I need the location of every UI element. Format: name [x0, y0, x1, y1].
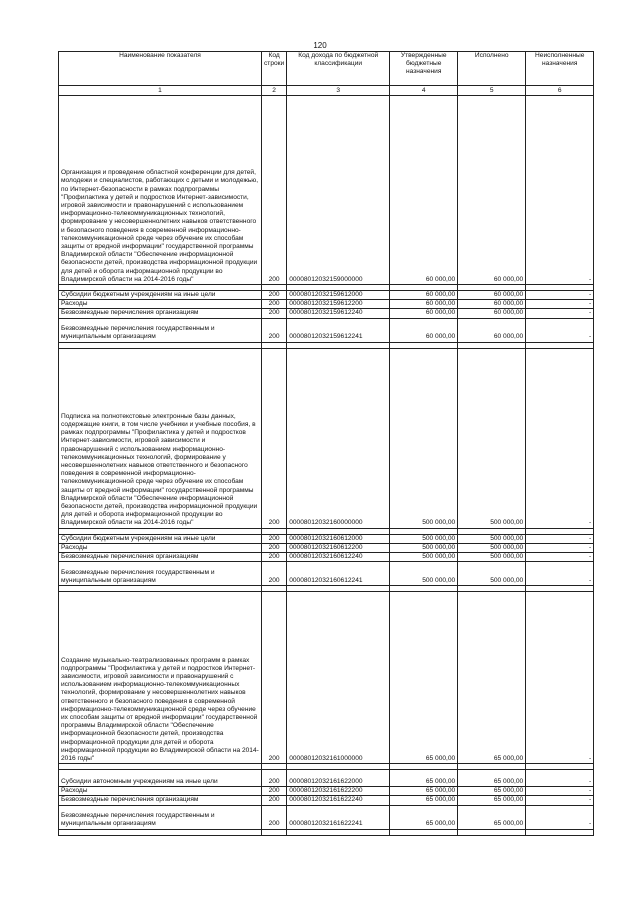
table-header-row: [59, 52, 594, 86]
row-unfulfilled-amount: -: [526, 553, 594, 562]
row-line-code: 200: [262, 348, 287, 528]
header-budget-classification: Код дохода по бюджетной классификации: [287, 52, 390, 86]
row-approved-amount: 60 000,00: [390, 300, 458, 309]
spacer-cell: [59, 829, 262, 835]
row-indicator-name: Расходы: [59, 300, 262, 309]
table-row: [59, 348, 594, 528]
row-line-code: 200: [262, 805, 287, 829]
table-body: [59, 96, 594, 836]
row-executed-amount: 500 000,00: [458, 553, 526, 562]
column-number: 6: [526, 86, 594, 96]
header-approved: Утвержденные бюджетные назначения: [390, 52, 458, 86]
row-unfulfilled-amount: -: [526, 318, 594, 342]
row-line-code: 200: [262, 562, 287, 586]
spacer-cell: [526, 829, 594, 835]
row-line-code: 200: [262, 318, 287, 342]
row-budget-classification: 00008012032161622200: [287, 787, 390, 796]
row-budget-classification: 00008012032160612000: [287, 534, 390, 543]
row-approved-amount: 500 000,00: [390, 534, 458, 543]
row-unfulfilled-amount: -: [526, 348, 594, 528]
row-approved-amount: 500 000,00: [390, 348, 458, 528]
row-executed-amount: 65 000,00: [458, 805, 526, 829]
table-row: [59, 300, 594, 309]
row-indicator-name: Расходы: [59, 543, 262, 552]
column-number-row: [59, 86, 594, 96]
row-indicator-name: Безвозмездные перечисления государственным и муниципальным организациям: [59, 562, 262, 586]
column-number: 2: [262, 86, 287, 96]
table-row: [59, 543, 594, 552]
row-indicator-name: Субсидии бюджетным учреждениям на иные цели: [59, 534, 262, 543]
row-line-code: 200: [262, 291, 287, 300]
row-unfulfilled-amount: -: [526, 805, 594, 829]
row-approved-amount: 65 000,00: [390, 787, 458, 796]
row-budget-classification: 00008012032159000000: [287, 96, 390, 285]
row-executed-amount: 60 000,00: [458, 291, 526, 300]
table-row: [59, 318, 594, 342]
row-line-code: 200: [262, 534, 287, 543]
budget-execution-table: [58, 51, 594, 836]
row-unfulfilled-amount: -: [526, 534, 594, 543]
spacer-cell: [262, 829, 287, 835]
row-spacer: [59, 829, 594, 835]
row-indicator-name: Создание музыкально-театрализованных программ в рамках подпрограммы "Профилактика у детей и подростков Интернет-зависимости, игровой зависимости и правонарушений с использованием информационно-телекоммуникационных технологий, формирование у несовершеннолетних навыков ответственного и безопасного поведения в современной информационно-телекоммуникационной среде через обучение их способам защиты от вредной информации" государственной программы Владимирской области "Обеспечение информационной безопасности детей, производства информационной продукции для детей и оборота информационной продукции во Владимирской области на 2014-2016 годы": [59, 592, 262, 764]
table-row: [59, 96, 594, 285]
row-unfulfilled-amount: -: [526, 300, 594, 309]
table-row: [59, 534, 594, 543]
row-budget-classification: 00008012032160000000: [287, 348, 390, 528]
spacer-cell: [390, 829, 458, 835]
row-indicator-name: Организация и проведение областной конференции для детей, молодежи и специалистов, работающих с детьми и молодежью, по Интернет-безопасности в рамках подпрограммы "Профилактика у детей и подростков Интернет-зависимости, игровой зависимости и правонарушений с использованием информационно-телекоммуникационных технологий, формирование у несовершеннолетних навыков ответственного и безопасного поведения в современной информационно-телекоммуникационной среде через обучение их способам защиты от вредной информации" государственной программы Владимирской области "Обеспечение информационной безопасности детей, производства информационной продукции для детей и оборота информационной продукции во Владимирской области на 2014-2016 годы": [59, 96, 262, 285]
table-row: [59, 805, 594, 829]
row-line-code: 200: [262, 96, 287, 285]
column-number: 3: [287, 86, 390, 96]
table-row: [59, 562, 594, 586]
row-indicator-name: Субсидии бюджетным учреждениям на иные цели: [59, 291, 262, 300]
table-row: [59, 309, 594, 318]
row-budget-classification: 00008012032161622240: [287, 796, 390, 805]
row-approved-amount: 65 000,00: [390, 805, 458, 829]
row-unfulfilled-amount: -: [526, 543, 594, 552]
row-unfulfilled-amount: -: [526, 96, 594, 285]
row-unfulfilled-amount: -: [526, 796, 594, 805]
header-indicator-name: Наименование показателя: [59, 52, 262, 86]
row-executed-amount: 65 000,00: [458, 592, 526, 764]
row-executed-amount: 60 000,00: [458, 300, 526, 309]
row-budget-classification: 00008012032161000000: [287, 592, 390, 764]
row-executed-amount: 65 000,00: [458, 770, 526, 787]
page-number: 120: [313, 41, 327, 50]
row-unfulfilled-amount: -: [526, 592, 594, 764]
table-row: [59, 796, 594, 805]
row-budget-classification: 00008012032159612241: [287, 318, 390, 342]
row-approved-amount: 500 000,00: [390, 562, 458, 586]
row-line-code: 200: [262, 309, 287, 318]
row-indicator-name: Субсидии автономным учреждениям на иные цели: [59, 770, 262, 787]
row-executed-amount: 60 000,00: [458, 318, 526, 342]
row-unfulfilled-amount: -: [526, 770, 594, 787]
row-approved-amount: 500 000,00: [390, 553, 458, 562]
row-budget-classification: 00008012032159612240: [287, 309, 390, 318]
header-unfulfilled: Неисполненные назначения: [526, 52, 594, 86]
table-row: [59, 291, 594, 300]
row-line-code: 200: [262, 300, 287, 309]
table-row: [59, 770, 594, 787]
column-number: 1: [59, 86, 262, 96]
table-row: [59, 592, 594, 764]
row-line-code: 200: [262, 592, 287, 764]
row-budget-classification: 00008012032161622000: [287, 770, 390, 787]
row-executed-amount: 65 000,00: [458, 796, 526, 805]
row-indicator-name: Расходы: [59, 787, 262, 796]
spacer-cell: [287, 829, 390, 835]
row-line-code: 200: [262, 787, 287, 796]
row-executed-amount: 65 000,00: [458, 787, 526, 796]
spacer-cell: [458, 829, 526, 835]
row-budget-classification: 00008012032160612241: [287, 562, 390, 586]
row-approved-amount: 60 000,00: [390, 318, 458, 342]
row-unfulfilled-amount: -: [526, 291, 594, 300]
column-number: 5: [458, 86, 526, 96]
row-executed-amount: 500 000,00: [458, 348, 526, 528]
row-budget-classification: 00008012032159612000: [287, 291, 390, 300]
row-line-code: 200: [262, 796, 287, 805]
table-row: [59, 553, 594, 562]
row-indicator-name: Безвозмездные перечисления организациям: [59, 553, 262, 562]
row-indicator-name: Безвозмездные перечисления организациям: [59, 796, 262, 805]
row-executed-amount: 500 000,00: [458, 562, 526, 586]
row-indicator-name: Безвозмездные перечисления организациям: [59, 309, 262, 318]
header-executed: Исполнено: [458, 52, 526, 86]
row-unfulfilled-amount: -: [526, 309, 594, 318]
row-executed-amount: 500 000,00: [458, 534, 526, 543]
row-budget-classification: 00008012032160612200: [287, 543, 390, 552]
row-approved-amount: 65 000,00: [390, 796, 458, 805]
row-budget-classification: 00008012032159612200: [287, 300, 390, 309]
row-executed-amount: 60 000,00: [458, 96, 526, 285]
row-approved-amount: 60 000,00: [390, 96, 458, 285]
column-number: 4: [390, 86, 458, 96]
row-unfulfilled-amount: -: [526, 787, 594, 796]
row-approved-amount: 60 000,00: [390, 291, 458, 300]
row-approved-amount: 65 000,00: [390, 770, 458, 787]
row-line-code: 200: [262, 553, 287, 562]
row-budget-classification: 00008012032161622241: [287, 805, 390, 829]
row-line-code: 200: [262, 770, 287, 787]
row-approved-amount: 65 000,00: [390, 592, 458, 764]
row-indicator-name: Подписка на полнотекстовые электронные базы данных, содержащие книги, в том числе учебники и учебные пособия, в рамках подпрограммы "Профилактика у детей и подростков Интернет-зависимости, игровой зависимости и правонарушений с использованием информационно-телекоммуникационных технологий, формирование у несовершеннолетних навыков ответственного и безопасного поведения в современной информационно-телекоммуникационной среде через обучение их способам защиты от вредной информации" государственной программы Владимирской области "Обеспечение информационной безопасности детей, производства информационной продукции для детей и оборота информационной продукции во Владимирской области на 2014-2016 годы": [59, 348, 262, 528]
row-indicator-name: Безвозмездные перечисления государственным и муниципальным организациям: [59, 805, 262, 829]
header-line-code: Код строки: [262, 52, 287, 86]
row-unfulfilled-amount: -: [526, 562, 594, 586]
row-approved-amount: 500 000,00: [390, 543, 458, 552]
row-budget-classification: 00008012032160612240: [287, 553, 390, 562]
row-executed-amount: 500 000,00: [458, 543, 526, 552]
row-line-code: 200: [262, 543, 287, 552]
row-approved-amount: 60 000,00: [390, 309, 458, 318]
row-indicator-name: Безвозмездные перечисления государственным и муниципальным организациям: [59, 318, 262, 342]
row-executed-amount: 60 000,00: [458, 309, 526, 318]
table-row: [59, 787, 594, 796]
